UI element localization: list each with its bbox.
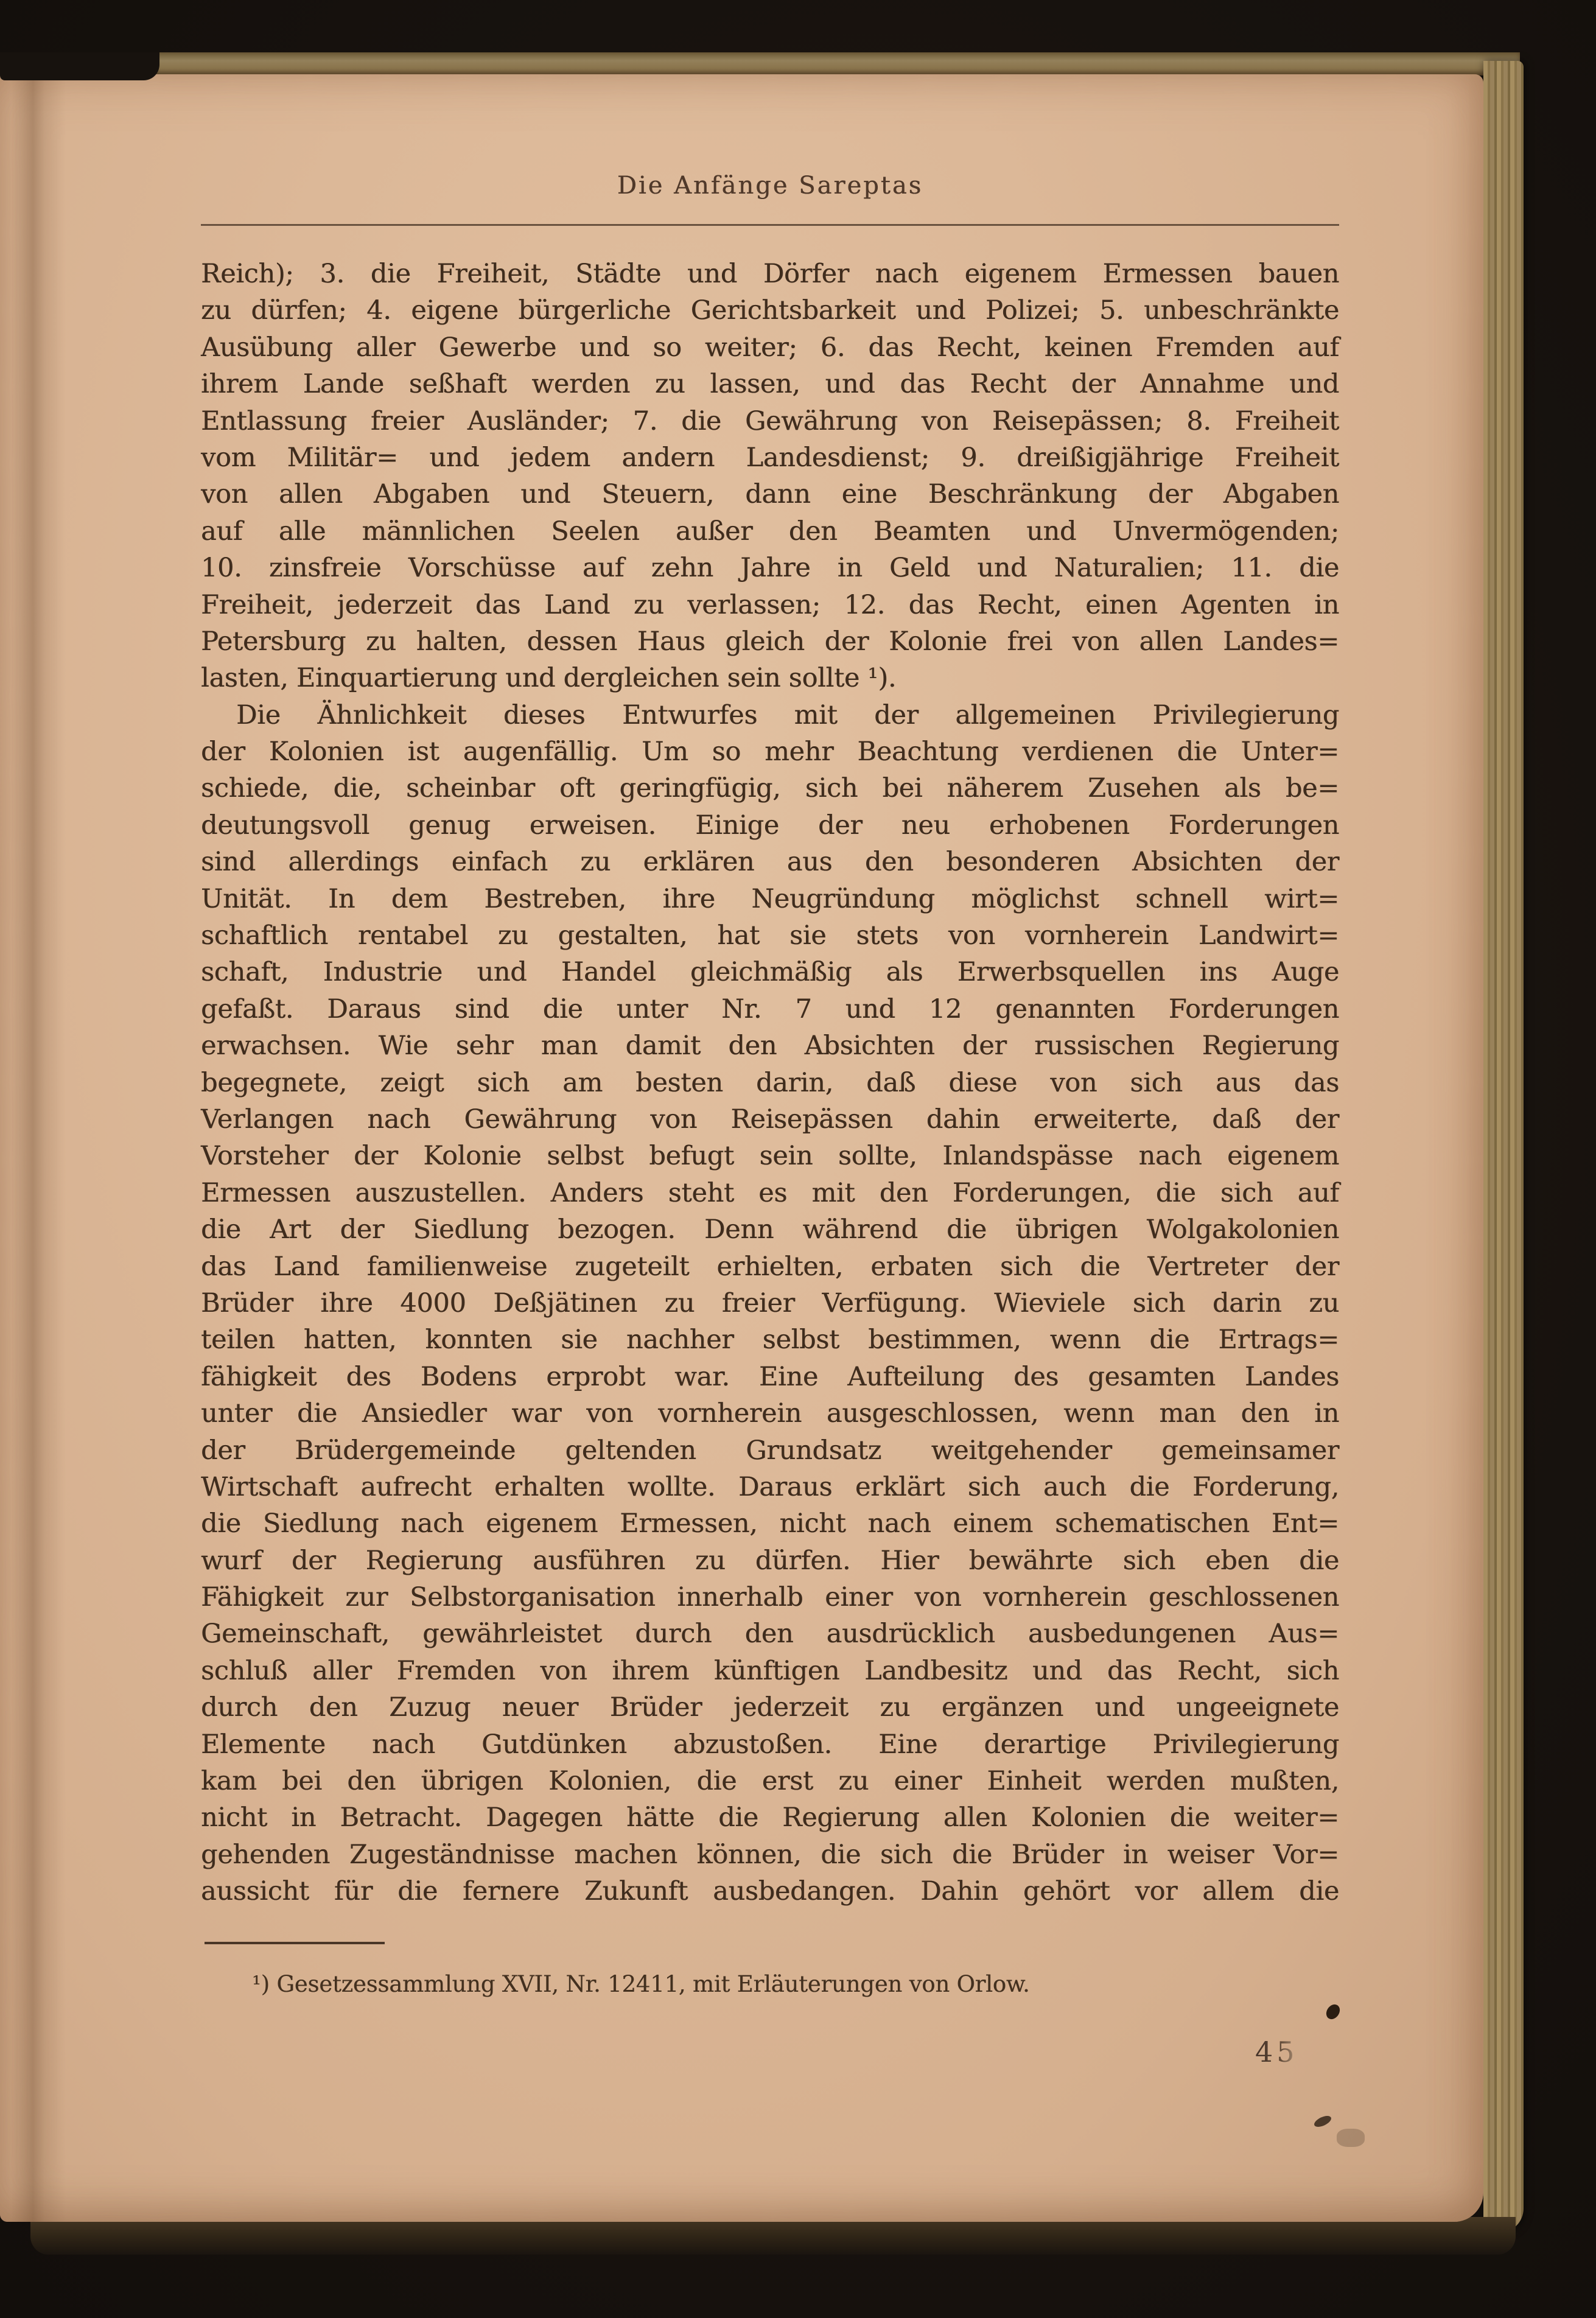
text-line: der Kolonien ist augenfällig. Um so mehr Beachtung verdienen die Unter=	[201, 737, 1339, 768]
text-line: teilen hatten, konnten sie nachher selbst bestimmen, wenn die Ertrags=	[201, 1325, 1339, 1356]
footnote-text: ¹) Gesetzessammlung XVII, Nr. 12411, mit Erläuterungen von Orlow.	[252, 1971, 1030, 1997]
footnote-separator	[205, 1942, 385, 1944]
text-line: Ermessen auszustellen. Anders steht es mit den Forderungen, die sich auf	[201, 1177, 1339, 1208]
text-line: Vorsteher der Kolonie selbst befugt sein sollte, Inlandspässe nach eigenem	[201, 1141, 1339, 1172]
text-line: aussicht für die fernere Zukunft ausbedangen. Dahin gehört vor allem die	[201, 1876, 1339, 1907]
text-line: durch den Zuzug neuer Brüder jederzeit zu ergänzen und ungeeignete	[201, 1692, 1339, 1723]
page-number: 45	[1255, 2036, 1298, 2068]
text-line: nicht in Betracht. Dagegen hätte die Regierung allen Kolonien die weiter=	[201, 1802, 1339, 1833]
text-line: Die Ähnlichkeit dieses Entwurfes mit der allgemeinen Privilegierung	[236, 699, 1339, 730]
text-line: von allen Abgaben und Steuern, dann eine Beschränkung der Abgaben	[201, 479, 1339, 510]
text-line: sind allerdings einfach zu erklären aus den besonderen Absichten der	[201, 847, 1339, 878]
text-line: die Siedlung nach eigenem Ermessen, nicht nach einem schematischen Ent=	[201, 1508, 1339, 1539]
text-line: das Land familienweise zugeteilt erhielten, erbaten sich die Vertreter der	[201, 1251, 1339, 1282]
text-line: der Brüdergemeinde geltenden Grundsatz weitgehender gemeinsamer	[201, 1435, 1339, 1466]
text-line: vom Militär= und jedem andern Landesdienst; 9. dreißigjährige Freiheit	[201, 442, 1339, 473]
text-line: Elemente nach Gutdünken abzustoßen. Eine derartige Privilegierung	[201, 1729, 1339, 1760]
text-line: Unität. In dem Bestreben, ihre Neugründung möglichst schnell wirt=	[201, 883, 1339, 914]
text-line: erwachsen. Wie sehr man damit den Absichten der russischen Regierung	[201, 1031, 1339, 1062]
text-line: schaft, Industrie und Handel gleichmäßig als Erwerbsquellen ins Auge	[201, 957, 1339, 988]
text-line: auf alle männlichen Seelen außer den Beamten und Unvermögenden;	[201, 516, 1339, 547]
book-bottom-cover-edge	[30, 2217, 1516, 2255]
text-line: Fähigkeit zur Selbstorganisation innerhalb einer von vornherein geschlossenen	[201, 1582, 1339, 1613]
text-line: Petersburg zu halten, dessen Haus gleich der Kolonie frei von allen Landes=	[201, 626, 1339, 657]
text-line: ihrem Lande seßhaft werden zu lassen, und das Recht der Annahme und	[201, 369, 1339, 400]
text-line: kam bei den übrigen Kolonien, die erst zu einer Einheit werden mußten,	[201, 1766, 1339, 1797]
text-line: 10. zinsfreie Vorschüsse auf zehn Jahre in Geld und Naturalien; 11. die	[201, 553, 1339, 584]
text-line: Wirtschaft aufrecht erhalten wollte. Daraus erklärt sich auch die Forderung,	[201, 1471, 1339, 1502]
text-line: Entlassung freier Ausländer; 7. die Gewährung von Reisepässen; 8. Freiheit	[201, 405, 1339, 436]
text-line: begegnete, zeigt sich am besten darin, daß diese von sich aus das	[201, 1067, 1339, 1098]
text-line: wurf der Regierung ausführen zu dürfen. Hier bewährte sich eben die	[201, 1545, 1339, 1576]
book-fore-edge	[1483, 61, 1524, 2233]
ink-smudge	[1337, 2129, 1365, 2147]
text-line: Ausübung aller Gewerbe und so weiter; 6. das Recht, keinen Fremden auf	[201, 332, 1339, 363]
running-header: Die Anfänge Sareptas	[617, 172, 923, 200]
book-top-page-edges	[155, 52, 1520, 75]
body-text-block	[201, 256, 1339, 1910]
text-line: Gemeinschaft, gewährleistet durch den ausdrücklich ausbedungenen Aus=	[201, 1619, 1339, 1650]
text-line: zu dürfen; 4. eigene bürgerliche Gerichtsbarkeit und Polizei; 5. unbeschränkte	[201, 295, 1339, 326]
footnote	[201, 1971, 1339, 1997]
text-line: gehenden Zugeständnisse machen können, die sich die Brüder in weiser Vor=	[201, 1839, 1339, 1870]
page-gutter-crease	[11, 74, 66, 2222]
text-line: schluß aller Fremden von ihrem künftigen Landbesitz und das Recht, sich	[201, 1655, 1339, 1686]
text-line: lasten, Einquartierung und dergleichen sein sollte ¹).	[201, 663, 897, 694]
book-cover-corner	[0, 52, 159, 80]
text-line: schiede, die, scheinbar oft geringfügig, sich bei näherem Zusehen als be=	[201, 773, 1339, 804]
header-rule	[201, 224, 1339, 226]
text-line: Freiheit, jederzeit das Land zu verlassen; 12. das Recht, einen Agenten in	[201, 589, 1339, 620]
text-line: die Art der Siedlung bezogen. Denn während die übrigen Wolgakolonien	[201, 1214, 1339, 1245]
text-line: Reich); 3. die Freiheit, Städte und Dörfer nach eigenem Ermessen bauen	[201, 259, 1339, 289]
text-line: Verlangen nach Gewährung von Reisepässen dahin erweiterte, daß der	[201, 1104, 1339, 1135]
text-line: unter die Ansiedler war von vornherein ausgeschlossen, wenn man den in	[201, 1398, 1339, 1429]
text-line: schaftlich rentabel zu gestalten, hat sie stets von vornherein Landwirt=	[201, 920, 1339, 951]
text-line: gefaßt. Daraus sind die unter Nr. 7 und 12 genannten Forderungen	[201, 993, 1339, 1024]
text-line: deutungsvoll genug erweisen. Einige der neu erhobenen Forderungen	[201, 810, 1339, 841]
text-line: fähigkeit des Bodens erprobt war. Eine Aufteilung des gesamten Landes	[201, 1361, 1339, 1392]
text-line: Brüder ihre 4000 Deßjätinen zu freier Verfügung. Wieviele sich darin zu	[201, 1287, 1339, 1318]
